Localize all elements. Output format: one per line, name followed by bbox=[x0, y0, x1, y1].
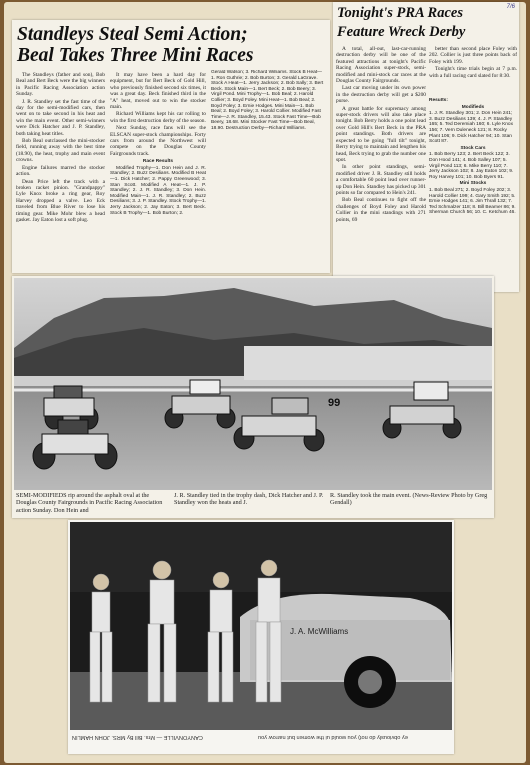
left-article-column-3 bbox=[211, 70, 325, 220]
race-photo-caption-col2: J. R. Standley tied in the trophy dash, Dick Hatcher and J. P. Standley won the heats and J. bbox=[174, 492, 324, 507]
race-action-image bbox=[14, 278, 492, 490]
stockcars-heading: Stock Cars bbox=[460, 145, 486, 151]
left-article-column-1 bbox=[16, 72, 105, 270]
mini-stocks-standings: 1. Bob Beal 271; 2. Boyd Foley 202; 3. Harold Collier 199; 4. Gary Smith 192; 5. Ernie Hodges 141; 6. Jim Thrall 132; 7. Ted Schmalzer 118; 8. Bill Beamer 86; 9. Sherman Church 56; 10. C. Ketchum 46. bbox=[429, 187, 516, 216]
right-article-clipping bbox=[333, 2, 519, 292]
standings-results-heading: Results: bbox=[429, 98, 448, 103]
right-col1-para: Last car moving under its own power in the destruction derby will get a $200 purse. bbox=[336, 85, 426, 105]
left-col2-para: Next Sunday, race fans will see the ELSCAN super-stock championships. Forty cars from around the Northwest will compete on the Douglas County Fairgrounds track. bbox=[110, 125, 206, 157]
handwritten-date: 7/6 bbox=[506, 4, 515, 10]
drivers-photo bbox=[70, 522, 452, 730]
flipped-text-fragment: ey obviously do not) you would ui the women but narrow you bbox=[258, 734, 408, 740]
modifieds-heading: Modifieds bbox=[461, 104, 485, 110]
race-photo-caption-col1: SEMI-MODIFIEDS rip around the asphalt oval at the Douglas County Fairgrounds in Pacific Racing Association action Sunday. Don Hein and bbox=[16, 492, 163, 514]
left-article-column-2 bbox=[110, 72, 206, 270]
left-col1-para: The Standleys (father and son), Bob Beal and Bert Beck were the big winners in Pacific Racing Association action Sunday. bbox=[16, 72, 105, 98]
right-col2-time: Tonight's time trials begin at 7 p.m. with a full racing card slated for 8:30. bbox=[429, 66, 517, 79]
car-number-label: 99 bbox=[328, 397, 341, 409]
left-col1-para: Dean Price left the track with a broken racket pinion. "Grandpappy" Lyle Knox broke a ring gear, Roy Harvey dropped a valve. Leo Eck traveled from Blue River to lose his timing gear. Mike Mohr blew a head gasket. Jay Eaton lost a soft plug. bbox=[16, 178, 105, 223]
right-col1-para: In other point standings, semi-modified driver J. R. Standley still holds a comfortable 60 point lead over runner-up Don Hein. Standley has picked up 301 points so far compared to Hein's 241. bbox=[336, 164, 426, 196]
left-headline-line1: Standleys Steal Semi Action; bbox=[17, 24, 248, 45]
mini-stocks-heading: Mini Stocks bbox=[459, 181, 487, 187]
drivers-image bbox=[70, 522, 452, 730]
flipped-byline: CANYONVILLE — Mrs. Bill By MRS. JOHN HAMLIN bbox=[72, 734, 203, 740]
left-headline-line2: Beal Takes Three Mini Races bbox=[17, 45, 254, 66]
left-col1-para: J. R. Standley set the fast time of the day for the semi-modified cars, then went on to take second in his heat and win the main event. Other semi-winners were Dick Hatcher and J. P. Standley, both taking heat titles. bbox=[16, 98, 105, 137]
right-col1-para: A great battle for supremacy among super-stock drivers will also take place tonight. Bob Berry holds a one point lead over Gold Hill's Bert Beck in the PRA point standings. Both drivers are expected to be going "full tilt" tonight, Berry trying to maintain and lengthen his head, Beck trying to grab the number one spot. bbox=[336, 105, 426, 163]
car-lettering: J. A. McWilliams bbox=[290, 627, 349, 636]
right-article-column-1 bbox=[336, 46, 426, 290]
left-col1-para: Bob Beal outclassed the mini-stocker field, running away with the best time (18.90), the heat, trophy and main event crowns. bbox=[16, 138, 105, 164]
race-results-heading: Race Results bbox=[142, 159, 174, 165]
race-photo-caption-col3: R. Standley took the main event. (News-Review Photo by Greg Gendall) bbox=[330, 492, 488, 507]
left-article-clipping bbox=[12, 20, 330, 273]
right-article-column-2 bbox=[429, 46, 517, 96]
standings-block bbox=[429, 98, 517, 290]
race-results-block bbox=[110, 158, 206, 216]
stockcars-standings: 1. Bob Berry 123; 2. Bert Beck 122; 3. Don Hood 141; 4. Bob Salley 107; 5. Virgil Pond 113; 6. Mike Berry 110; 7. Jerry Jackson 102; 8. Jay Eaton 102; 9. Roy Harvey 101; 10. Bob Byers 91. bbox=[429, 152, 514, 180]
modifieds-standings: 1. J. R. Standley 301; 2. Don Hein 241; 3. Buzz Desilians 139; 4. J. P. Standley 165; 5. Ted Deremiah 160; 6. Lyle Knox 156; 7. Vern Duleneck 121; 8. Rocky Plant 106; 9. Dick Hatcher 94; 10. Stan Scott 87. bbox=[429, 111, 513, 145]
left-col2-para: It may have been a hard day for equipment, but for Bert Beck of Gold Hill, who previously finished second six times, it was a great day. Beck finished third in the "A" heat, moved out to win the stocker main. bbox=[110, 72, 206, 111]
right-col2-top: better than second place Foley with 202. Collier is just three points back of Foley with 199. bbox=[429, 46, 517, 65]
race-photo-clipping bbox=[12, 276, 494, 518]
right-headline-line2: Feature Wreck Derby bbox=[337, 24, 466, 40]
left-col2-para: Richard Williams kept his car rolling to win the first destruction derby of the season. bbox=[110, 111, 206, 124]
right-col1-para: Bob Beal continues to fight off the challenges of Boyd Foley and Harold Collier in the mini standings with 271 points, 69 bbox=[336, 197, 426, 223]
race-results-text: Modified Trophy—1. Don Hein and J. R. Standley; 2. Buzz Desilians. Modified B Heat—1. Dick Hatcher; 2. Pappy Greenwood; 3. Stan Scott. Modified A Heat—1. J. P. Standley; 2. J. R. Standley; 3. Don Hein. Modified Main—1. J. R. Standley; 2. Buzz Desilians; 3. J. P. Standley. Stock Trophy—1. Jerry Jackson; 2. Jay Eaton; 3. Bert Beck. Stock B Trophy—1. Bob Burton; 2. bbox=[110, 165, 206, 216]
drivers-photo-clipping bbox=[68, 520, 454, 754]
race-action-photo bbox=[14, 278, 492, 490]
left-col3-text: Gerald Watson; 3. Richard Williams. Stock B Heat—1. Ron Guthrie; 2. Bob Burton; 3. Gerald LaGrave. Stock A Heat—1. Jerry Jackson; 2. Bob Sally; 3. Bert Beck. Stock Main—1. Bert Beck; 2. Bob Beery; 3. Virgil Pond. Mini Trophy—1. Bob Beal; 2. Harold Collier; 3. Boyd Foley. Mini Heat—1. Bob Beal; 2. Boyd Foley; 3. Ernie Hodges. Mini Main—1. Bob Beal; 2. Boyd Foley; 3. Harold Collier. Modified Fast Time—J. R. Standley, 15.43. Stock Fast Time—Bob Beery, 18.68. Mini Stocker Fast Time—Bob Beal, 18.90. Destruction Derby—Richard Williams. bbox=[211, 70, 324, 131]
right-headline-line1: Tonight's PRA Races bbox=[337, 5, 463, 21]
right-col1-para: A total, all-out, last-car-running destruction derby will be one of the featured attractions at tonight's Pacific Racing Association super-stock, semi-modified and mini-stock car races at the Douglas County Fairgrounds. bbox=[336, 46, 426, 85]
left-col1-para: Engine failures marred the stocker action. bbox=[16, 164, 105, 178]
